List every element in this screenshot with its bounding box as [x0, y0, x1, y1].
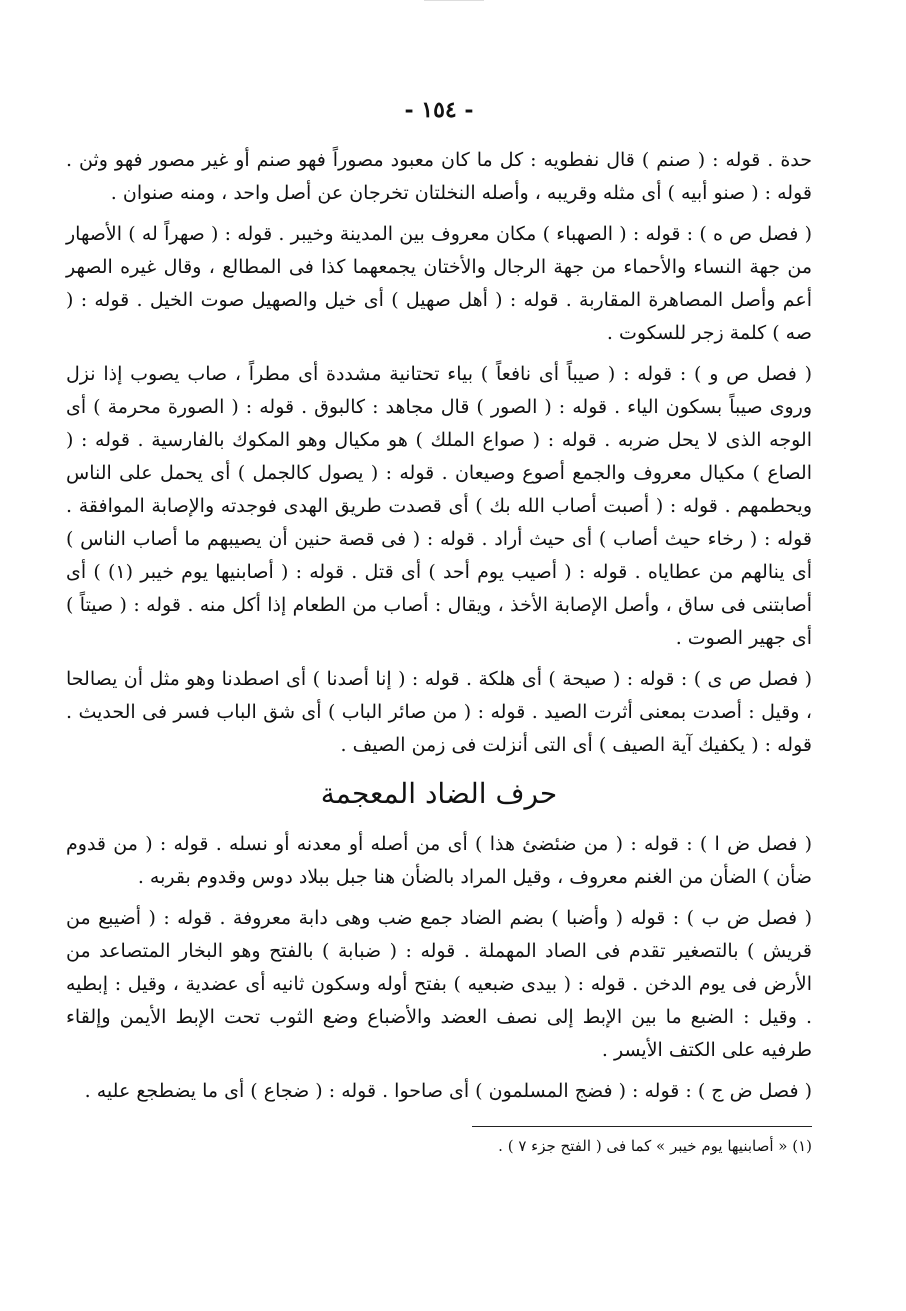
paragraph-fasl-dad-ba: ( فصل ض ب ) : قوله ( وأضبا ) بضم الضاد جمع ضب وهى دابة معروفة . قوله : ( أضيبع من قريش ) بالتصغير تقدم فى الصاد المهملة . قوله : ( ضبابة ) بالفتح وهو البخار المتصاعد من الأرض فى يوم الدخن . قوله : ( بيدى ضبعيه ) بفتح أوله وسكون ثانيه أى عضدية ، وقيل : إبطيه . وقيل : الضبع ما بين الإبط إلى نصف العضد والأضباع وضع الثوب تحت الإبط الأيمن وإلقاء طرفيه على الكتف الأيسر .	[66, 907, 812, 1061]
section-heading: حرف الضاد المعجمة	[320, 777, 558, 810]
page-number: - ١٥٤ -	[404, 97, 474, 123]
top-edge-mark	[424, 0, 484, 1]
footnote-divider	[472, 1126, 812, 1127]
paragraph-fasl-sad-ha: ( فصل ص ه ) : قوله : ( الصهباء ) مكان معروف بين المدينة وخيبر . قوله : ( صهراً له ) الأصهار من جهة النساء والأحماء من جهة الرجال والأختان يجمعهما كذا فى المطالع ، وقال غيره الصهر أعم وأصل المصاهرة المقاربة . قوله : ( أهل صهيل ) أى خيل والصهيل صوت الخيل . قوله : ( صه ) كلمة زجر للسكوت .	[66, 223, 812, 344]
book-page	[66, 96, 812, 1159]
paragraph-fasl-dad-alif: ( فصل ض ا ) : قوله : ( من ضئضئ هذا ) أى من أصله أو معدنه أو نسله . قوله : ( من قدوم ضأن ) الضأن من الغنم معروف ، وقيل المراد بالضأن هنا جبل ببلاد دوس وقدوم بقربه .	[66, 833, 812, 888]
paragraph-fasl-sad-waw: ( فصل ص و ) : قوله : ( صيباً أى نافعاً ) بياء تحتانية مشددة أى مطراً ، صاب يصوب إذا نزل وروى صيباً بسكون الياء . قوله : ( الصور ) قال مجاهد : كالبوق . قوله : ( الصورة محرمة ) أى الوجه الذى لا يحل ضربه . قوله : ( صواع الملك ) هو مكيال وهو المكوك بالفارسية . قوله : ( الصاع ) مكيال معروف والجمع أصوع وصيعان . قوله : ( يصول كالجمل ) أى يحمل على الناس ويحطمهم . قوله : ( أصبت أصاب الله بك ) أى قصدت طريق الهدى فوجدته والإصابة الموافقة . قوله : ( رخاء حيث أصاب ) أى حيث أراد . قوله : ( فى قصة حنين أن يصيبهم ما أصاب الناس ) أى ينالهم من عطاياه . قوله : ( أصيب يوم أحد ) أى قتل . قوله : ( أصابنيها يوم خيبر (١) ) أى أصابتنى فى ساق ، وأصل الإصابة الأخذ ، ويقال : أصاب من الطعام إذا أكل منه . قوله : ( صيتاً ) أى جهير الصوت .	[66, 363, 812, 649]
paragraph-sad-nun-continued: حدة . قوله : ( صنم ) قال نفطويه : كل ما كان معبود مصوراً فهو صنم أو غير مصور فهو وثن . قوله : ( صنو أبيه ) أى مثله وقريبه ، وأصله النخلتان تخرجان عن أصل واحد ، ومنه صنوان .	[66, 149, 812, 204]
paragraph-fasl-sad-ya: ( فصل ص ى ) : قوله : ( صيحة ) أى هلكة . قوله : ( إنا أصدنا ) أى اصطدنا وهو مثل أن يصالحا ، وقيل : أصدت بمعنى أثرت الصيد . قوله : ( من صائر الباب ) أى شق الباب فسر فى الحديث . قوله : ( يكفيك آية الصيف ) أى التى أنزلت فى زمن الصيف .	[66, 668, 812, 756]
paragraph-fasl-dad-jim: ( فصل ض ج ) : قوله : ( فضج المسلمون ) أى صاحوا . قوله : ( ضجاع ) أى ما يضطجع عليه .	[84, 1080, 812, 1102]
footnote: (١) « أصابنيها يوم خيبر » كما فى ( الفتح جزء ٧ ) .	[498, 1137, 812, 1155]
